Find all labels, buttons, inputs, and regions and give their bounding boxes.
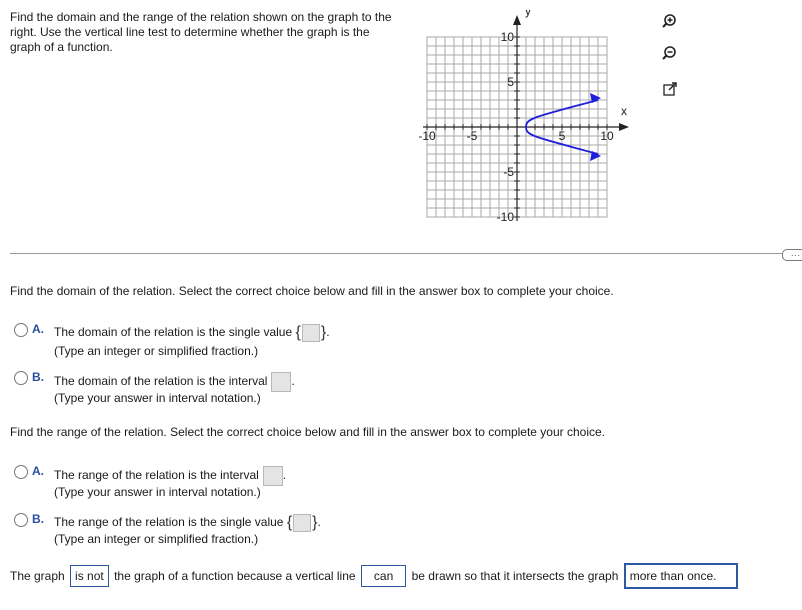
choice-text-line: The range of the relation is the interval . bbox=[54, 466, 286, 486]
y-axis-label: y bbox=[525, 10, 531, 18]
conclusion-text: be drawn so that it intersects the graph bbox=[411, 569, 619, 583]
x-tick-label: -10 bbox=[418, 129, 436, 143]
answer-input[interactable] bbox=[302, 324, 320, 342]
x-tick-label: -5 bbox=[466, 129, 478, 143]
choice-text-line: The domain of the relation is the single value { }. bbox=[54, 324, 330, 341]
relation-graph bbox=[405, 10, 635, 225]
set-answer-box[interactable]: { } bbox=[295, 324, 327, 341]
zoom-in-icon[interactable] bbox=[661, 12, 679, 30]
conclusion-text: The graph bbox=[10, 569, 65, 583]
x-axis-label: x bbox=[621, 104, 627, 118]
answer-input[interactable] bbox=[293, 514, 311, 532]
intersection-count-dropdown[interactable]: more than once. bbox=[624, 563, 739, 589]
x-tick-label: 5 bbox=[558, 129, 566, 143]
choice-hint: (Type an integer or simplified fraction.) bbox=[54, 532, 259, 546]
range-choice-a-radio[interactable] bbox=[14, 465, 28, 479]
domain-question-prompt: Find the domain of the relation. Select the correct choice below and fill in the answer box to complete your choice. bbox=[10, 284, 614, 298]
x-axis-arrow bbox=[619, 123, 629, 131]
choice-letter: A. bbox=[32, 322, 44, 336]
range-question-prompt: Find the range of the relation. Select the correct choice below and fill in the answer box to complete your choice. bbox=[10, 425, 605, 439]
choice-text: The domain of the relation is the interval bbox=[54, 374, 268, 389]
choice-hint: (Type an integer or simplified fraction.) bbox=[54, 344, 259, 358]
choice-text: The range of the relation is the single value bbox=[54, 515, 284, 530]
zoom-out-icon[interactable] bbox=[661, 44, 679, 62]
choice-letter: B. bbox=[32, 370, 44, 384]
answer-input[interactable] bbox=[271, 372, 291, 392]
choice-letter: B. bbox=[32, 512, 44, 526]
conclusion-text: the graph of a function because a vertical line bbox=[114, 569, 356, 583]
range-choice-b-radio[interactable] bbox=[14, 513, 28, 527]
more-options-button[interactable]: ... bbox=[782, 249, 802, 261]
y-tick-label: 10 bbox=[500, 30, 514, 44]
domain-choice-b-radio[interactable] bbox=[14, 371, 28, 385]
y-tick-label: 5 bbox=[507, 75, 514, 89]
graph-panel bbox=[405, 10, 635, 225]
is-function-dropdown[interactable]: is not bbox=[70, 565, 109, 587]
choice-letter: A. bbox=[32, 464, 44, 478]
can-cannot-dropdown[interactable]: can bbox=[361, 565, 406, 587]
y-tick-label: -10 bbox=[496, 210, 514, 224]
problem-statement: Find the domain and the range of the relation shown on the graph to the right. Use the vertical line test to determine whether the graph is the graph of a function. bbox=[10, 10, 392, 54]
set-answer-box[interactable]: { } bbox=[286, 514, 318, 531]
function-conclusion bbox=[10, 563, 740, 589]
choice-text-line: The range of the relation is the single value { }. bbox=[54, 514, 321, 531]
choice-text: The range of the relation is the interval bbox=[54, 468, 259, 483]
choice-hint: (Type your answer in interval notation.) bbox=[54, 485, 261, 499]
section-divider bbox=[10, 253, 792, 254]
choice-text: The domain of the relation is the single value bbox=[54, 325, 293, 340]
domain-choice-a-radio[interactable] bbox=[14, 323, 28, 337]
y-axis-arrow bbox=[513, 15, 521, 25]
pop-out-icon[interactable] bbox=[661, 80, 679, 98]
x-tick-label: 10 bbox=[600, 129, 614, 143]
y-tick-label: -5 bbox=[503, 165, 514, 179]
choice-text-line: The domain of the relation is the interval . bbox=[54, 372, 295, 392]
answer-input[interactable] bbox=[263, 466, 283, 486]
choice-hint: (Type your answer in interval notation.) bbox=[54, 391, 261, 405]
